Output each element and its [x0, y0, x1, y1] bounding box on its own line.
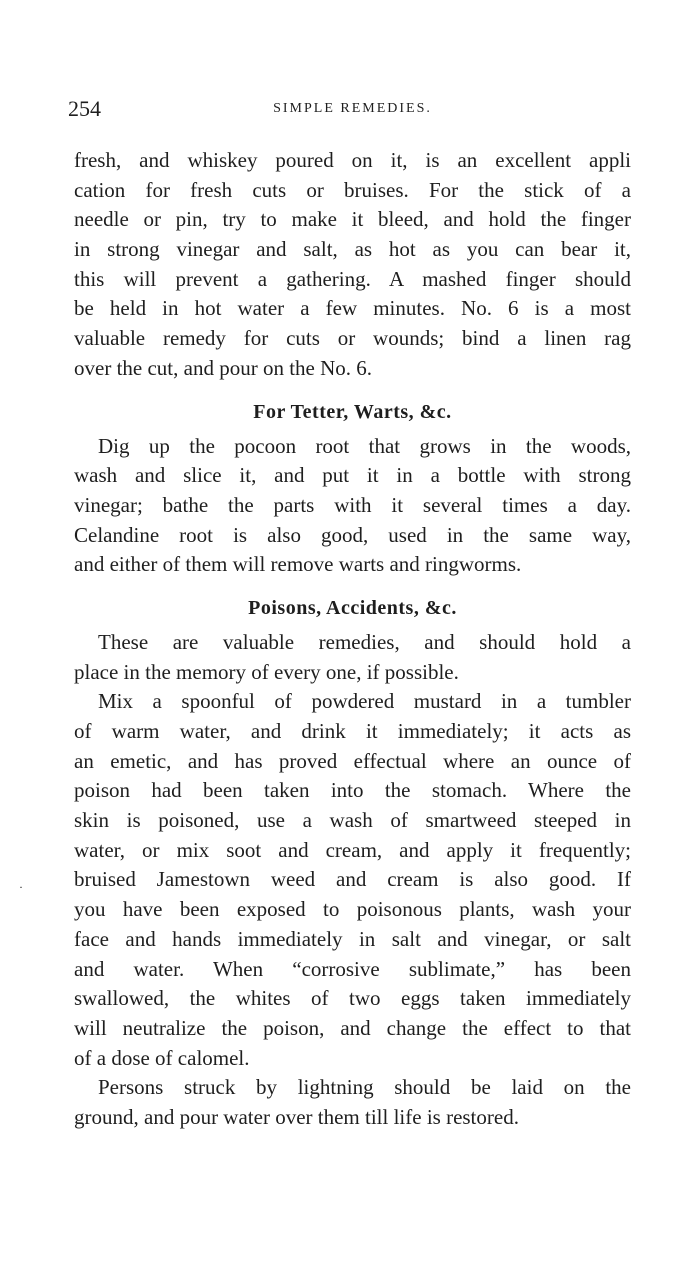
paragraph	[74, 628, 631, 687]
text-line: and either of them will remove warts and ringworms.	[74, 552, 522, 577]
text-line: ground, and pour water over them till life is restored.	[74, 1104, 519, 1129]
text-line: cation for fresh cuts or bruises. For the stick of a	[74, 177, 631, 202]
text-line: this will prevent a gathering. A mashed finger should	[74, 266, 631, 291]
section-heading: Poisons, Accidents, &c.	[248, 596, 457, 619]
book-page	[68, 96, 631, 1133]
running-title: SIMPLE REMEDIES.	[273, 101, 432, 116]
running-header	[68, 96, 631, 130]
text-line: vinegar; bathe the parts with it several times a day.	[74, 492, 631, 517]
paragraph	[74, 687, 631, 1073]
text-line: face and hands immediately in salt and vinegar, or salt	[74, 926, 631, 951]
page-number: 254	[68, 96, 101, 121]
text-line: will neutralize the poison, and change the effect to that	[74, 1015, 631, 1040]
text-line: skin is poisoned, use a wash of smartweed steeped in	[74, 808, 631, 833]
text-line: poison had been taken into the stomach. Where the	[74, 778, 631, 803]
text-line: needle or pin, try to make it bleed, and hold the finger	[74, 207, 631, 232]
text-line: Mix a spoonful of powdered mustard in a tumbler	[98, 689, 631, 714]
text-line: over the cut, and pour on the No. 6.	[74, 355, 373, 380]
paragraph	[74, 432, 631, 580]
text-line: bruised Jamestown weed and cream is also good. If	[74, 867, 631, 892]
text-line: water, or mix soot and cream, and apply it frequently;	[74, 837, 631, 862]
paragraph	[74, 146, 631, 384]
text-line: Persons struck by lightning should be laid on the	[98, 1075, 631, 1100]
text-line: an emetic, and has proved effectual where an ounce of	[74, 748, 631, 773]
text-line: valuable remedy for cuts or wounds; bind a linen rag	[74, 326, 631, 351]
text-line: and water. When “corrosive sublimate,” has been	[74, 956, 631, 981]
margin-mark: ·	[19, 880, 23, 894]
text-line: you have been exposed to poisonous plants, wash your	[74, 897, 631, 922]
text-line: in strong vinegar and salt, as hot as you can bear it,	[74, 237, 631, 262]
text-line: of warm water, and drink it immediately; it acts as	[74, 719, 631, 743]
text-line: be held in hot water a few minutes. No. 6 is a most	[74, 296, 631, 321]
text-line: fresh, and whiskey poured on it, is an excellent appli	[74, 148, 631, 172]
text-line: These are valuable remedies, and should hold a	[98, 629, 631, 654]
text-line: swallowed, the whites of two eggs taken immediately	[74, 986, 631, 1011]
text-line: place in the memory of every one, if possible.	[74, 659, 459, 684]
text-line: Celandine root is also good, used in the same way,	[74, 522, 631, 547]
text-line: Dig up the pocoon root that grows in the woods,	[98, 433, 631, 458]
text-line: wash and slice it, and put it in a bottle with strong	[74, 463, 631, 488]
section-heading: For Tetter, Warts, &c.	[253, 400, 452, 423]
text-line: of a dose of calomel.	[74, 1045, 250, 1070]
paragraph	[74, 1073, 631, 1132]
body-text	[74, 146, 631, 1133]
